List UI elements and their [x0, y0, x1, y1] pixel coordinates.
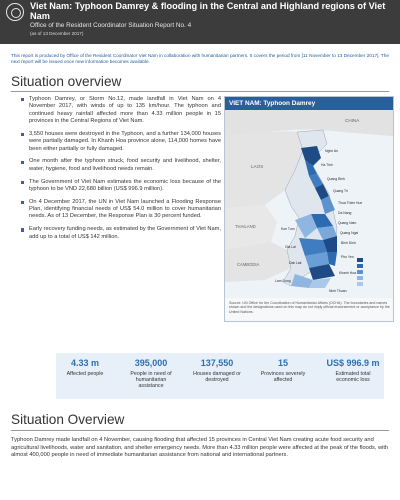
- stat-value: 15: [277, 358, 288, 368]
- key-points-list: [21, 96, 221, 246]
- stat-label: Estimated total economic loss: [335, 371, 371, 384]
- key-figures-box: [56, 353, 384, 399]
- map-label-province: Thua Thien Hue: [338, 201, 363, 205]
- bullet-icon: [21, 228, 24, 231]
- key-point: The Government of Viet Nam estimates the economic loss because of the typhoon to be VND 22,680 billion (US$ 996.9 million).: [21, 179, 221, 194]
- stat-affected-people: [60, 353, 110, 399]
- section-title-situation-overview: Situation overview: [11, 74, 122, 89]
- legend-swatch: [357, 282, 363, 286]
- stat-label: Affected people: [66, 371, 104, 377]
- section-divider: [11, 430, 389, 431]
- map-label-province: Quang Binh: [327, 177, 345, 181]
- stat-houses-damaged: [192, 353, 242, 399]
- stat-people-in-need: [126, 353, 176, 399]
- stat-economic-loss: [324, 353, 382, 399]
- key-point: Typhoon Damrey, or Storm No.12, made landfall in Viet Nam on 4 November 2017, with winds of up to 135 km/hour. The typhoon and continued heavy rainfall affected more than 4.33 million people in 15 provinces in the Central Regions of Viet Nam.: [21, 96, 221, 126]
- map-label-province: Binh Dinh: [341, 241, 356, 245]
- key-point: Early recovery funding needs, as estimated by the Government of Viet Nam, add up to a total of US$ 142 million.: [21, 226, 221, 241]
- map-label-province: Ninh Thuan: [329, 289, 347, 293]
- map-label-province: Da Nang: [338, 211, 352, 215]
- intro-note: This report is produced by Office of the Resident Coordinator Viet Nam in collaboration with humanitarian partners. It covers the period from [11 November to 13 December 2017]. The next report will be issued once new information becomes available.: [11, 53, 389, 65]
- bullet-icon: [21, 161, 24, 164]
- viet-nam-map: [225, 110, 393, 298]
- un-emblem-icon: [6, 3, 24, 21]
- map-label-province: Kon Tum: [281, 227, 295, 231]
- bullet-icon: [21, 133, 24, 136]
- stat-label: Houses damaged or destroyed: [193, 371, 241, 384]
- key-point: One month after the typhoon struck, food security and livelihood, shelter, water, hygiene, food and livelihood needs remain.: [21, 158, 221, 173]
- map-label-province: Dak Lak: [289, 261, 302, 265]
- map-label-laos: LAOS: [251, 164, 264, 169]
- stat-value: 4.33 m: [70, 358, 100, 368]
- report-title: Viet Nam: Typhoon Damrey & flooding in the Central and Highland regions of Viet Nam: [30, 1, 386, 22]
- overview-paragraph: Typhoon Damrey made landfall on 4 November, causing flooding that affected 15 provinces in Central Viet Nam creating acute food security and agricultural livelihoods, water and sanitation, and shelter emergency needs. More than 4.33 million people were affected at the peak of the floods, with almost 400,000 people in need of immediate humanitarian assistance from national and international partners.: [11, 437, 389, 459]
- key-point: On 4 December 2017, the UN in Viet Nam launched a Flooding Response Plan, identifying financial needs of US$ 54.0 million to cover humanitarian needs. As of 13 December, the Response Plan is 30 percent funded.: [21, 199, 221, 221]
- stat-label: People in need of humanitarian assistance: [130, 371, 172, 390]
- section-divider: [11, 91, 389, 92]
- report-date: (as of 13 December 2017): [30, 31, 84, 36]
- stat-value: US$ 996.9 m: [326, 358, 380, 368]
- map-label-china: CHINA: [345, 118, 360, 123]
- map-label-province: Quang Ngai: [340, 231, 359, 235]
- map-label-province: Nghe An: [325, 149, 339, 153]
- map-label-cambodia: CAMBODIA: [237, 262, 260, 267]
- bullet-icon: [21, 98, 24, 101]
- stat-value: 137,550: [200, 358, 234, 368]
- stat-provinces-affected: [258, 353, 308, 399]
- report-header: [0, 0, 400, 44]
- map-label-province: Quang Nam: [338, 221, 357, 225]
- legend-swatch: [357, 276, 363, 280]
- bullet-icon: [21, 201, 24, 204]
- legend-swatch: [357, 258, 363, 262]
- map-label-province: Khanh Hoa: [339, 271, 356, 275]
- key-point: 3,550 houses were destroyed in the Typhoon, and a further 134,000 houses were partially damaged. In Khanh Hoa province alone, 114,000 homes have been either partially or fully damaged.: [21, 131, 221, 153]
- map-source-note: Source: UN Office for the Coordination of Humanitarian Affairs (OCHA). The boundaries and names shown and the designations used on this map do not imply official endorsement or acceptance by the United Nations.: [229, 301, 390, 314]
- map-label-province: Phu Yen: [341, 255, 354, 259]
- bullet-icon: [21, 181, 24, 184]
- map-label-province: Lam Dong: [275, 279, 291, 283]
- typhoon-map-panel: [224, 96, 394, 322]
- map-label-province: Quang Tri: [333, 189, 348, 193]
- stat-value: 395,000: [134, 358, 168, 368]
- legend-swatch: [357, 270, 363, 274]
- map-title: VIET NAM: Typhoon Damrey: [225, 97, 393, 110]
- section-title-situation-overview-2: Situation Overview: [11, 412, 125, 427]
- map-label-thailand: THAILAND: [235, 224, 256, 229]
- map-label-province: Gia Lai: [285, 245, 296, 249]
- legend-swatch: [357, 264, 363, 268]
- map-label-province: Ha Tinh: [321, 163, 333, 167]
- report-subtitle: Office of the Resident Coordinator Situation Report No. 4: [30, 22, 192, 29]
- stat-label: Provinces severely affected: [260, 371, 306, 384]
